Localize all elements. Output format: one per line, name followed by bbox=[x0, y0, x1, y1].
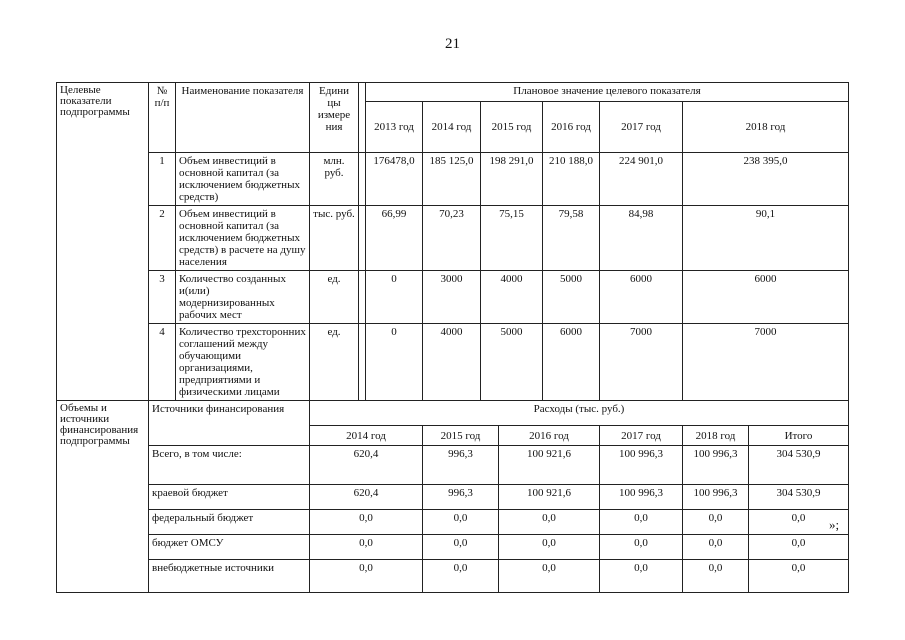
expense-value: 100 996,3 bbox=[683, 485, 749, 510]
sources-header: Источники финансирования bbox=[149, 401, 310, 446]
table-row bbox=[57, 510, 849, 535]
source-name: внебюджетные источники bbox=[149, 560, 310, 593]
col-unit-header: Едини цы измере ния bbox=[310, 83, 359, 153]
expense-value: 0,0 bbox=[683, 510, 749, 535]
expense-year-header: 2017 год bbox=[600, 426, 683, 446]
expense-value: 100 996,3 bbox=[683, 446, 749, 485]
expense-value: 100 921,6 bbox=[499, 446, 600, 485]
row-num: 3 bbox=[149, 271, 176, 324]
expense-value: 304 530,9 bbox=[749, 485, 849, 510]
row-value: 6000 bbox=[543, 324, 600, 401]
year-header-2015: 2015 год bbox=[481, 102, 543, 153]
year-header-2014: 2014 год bbox=[423, 102, 481, 153]
section1-label: Целевые показатели подпрограммы bbox=[57, 83, 149, 401]
row-unit: тыс. руб. bbox=[310, 206, 359, 271]
expense-value: 304 530,9 bbox=[749, 446, 849, 485]
subprogram-table bbox=[56, 82, 849, 593]
expense-year-header: 2015 год bbox=[423, 426, 499, 446]
expense-value: 0,0 bbox=[499, 560, 600, 593]
source-name: федеральный бюджет bbox=[149, 510, 310, 535]
row-indicator-name: Объем инвестиций в основной капитал (за исключением бюджетных средств) bbox=[176, 153, 310, 206]
section2-label: Объемы и источники финансирования подпрограммы bbox=[57, 401, 149, 593]
row-num: 2 bbox=[149, 206, 176, 271]
year-header-2016: 2016 год bbox=[543, 102, 600, 153]
row-value: 90,1 bbox=[683, 206, 849, 271]
row-value: 6000 bbox=[600, 271, 683, 324]
row-indicator-name: Количество трехсторонних соглашений между обучающими организациями, предприятиями и физическими лицами bbox=[176, 324, 310, 401]
row-spacer bbox=[359, 153, 366, 206]
row-value: 198 291,0 bbox=[481, 153, 543, 206]
header-spacer bbox=[359, 83, 366, 153]
expense-value: 0,0 bbox=[310, 535, 423, 560]
row-value: 7000 bbox=[683, 324, 849, 401]
row-spacer bbox=[359, 206, 366, 271]
expense-year-header: 2014 год bbox=[310, 426, 423, 446]
row-spacer bbox=[359, 271, 366, 324]
row-value: 0 bbox=[366, 271, 423, 324]
expense-value: 0,0 bbox=[310, 510, 423, 535]
row-value: 6000 bbox=[683, 271, 849, 324]
expense-value: 620,4 bbox=[310, 485, 423, 510]
expense-value: 100 996,3 bbox=[600, 485, 683, 510]
expense-value: 996,3 bbox=[423, 485, 499, 510]
year-header-2017: 2017 год bbox=[600, 102, 683, 153]
table-row bbox=[57, 153, 849, 206]
source-name: Всего, в том числе: bbox=[149, 446, 310, 485]
source-name: бюджет ОМСУ bbox=[149, 535, 310, 560]
expense-value: 0,0 bbox=[499, 535, 600, 560]
expense-value: 0,0 bbox=[749, 510, 849, 535]
row-unit: ед. bbox=[310, 324, 359, 401]
row-value: 185 125,0 bbox=[423, 153, 481, 206]
page-number: 21 bbox=[445, 36, 460, 52]
row-value: 0 bbox=[366, 324, 423, 401]
row-value: 5000 bbox=[543, 271, 600, 324]
row-value: 66,99 bbox=[366, 206, 423, 271]
row-value: 84,98 bbox=[600, 206, 683, 271]
row-value: 4000 bbox=[481, 271, 543, 324]
row-indicator-name: Объем инвестиций в основной капитал (за исключением бюджетных средств) в расчете на душу населения bbox=[176, 206, 310, 271]
closing-quote-mark: »; bbox=[829, 517, 840, 532]
expense-value: 0,0 bbox=[423, 535, 499, 560]
row-value: 7000 bbox=[600, 324, 683, 401]
table-row bbox=[57, 206, 849, 271]
row-value: 176478,0 bbox=[366, 153, 423, 206]
col-name-header: Наименование показателя bbox=[176, 83, 310, 153]
source-name: краевой бюджет bbox=[149, 485, 310, 510]
year-header-2013: 2013 год bbox=[366, 102, 423, 153]
expense-value: 0,0 bbox=[683, 560, 749, 593]
expense-value: 0,0 bbox=[310, 560, 423, 593]
row-unit: ед. bbox=[310, 271, 359, 324]
row-num: 1 bbox=[149, 153, 176, 206]
expense-year-header: 2016 год bbox=[499, 426, 600, 446]
expense-value: 0,0 bbox=[600, 510, 683, 535]
expense-value: 0,0 bbox=[600, 560, 683, 593]
expense-value: 0,0 bbox=[749, 535, 849, 560]
row-value: 4000 bbox=[423, 324, 481, 401]
row-spacer bbox=[359, 324, 366, 401]
row-value: 238 395,0 bbox=[683, 153, 849, 206]
col-num-header: № п/п bbox=[149, 83, 176, 153]
row-value: 5000 bbox=[481, 324, 543, 401]
expense-total-header: Итого bbox=[749, 426, 849, 446]
table-row bbox=[57, 324, 849, 401]
expense-value: 100 921,6 bbox=[499, 485, 600, 510]
row-value: 75,15 bbox=[481, 206, 543, 271]
table-row bbox=[57, 560, 849, 593]
expenses-header: Расходы (тыс. руб.) bbox=[310, 401, 849, 426]
row-unit: млн. руб. bbox=[310, 153, 359, 206]
expense-year-header: 2018 год bbox=[683, 426, 749, 446]
expense-value: 100 996,3 bbox=[600, 446, 683, 485]
expense-value: 0,0 bbox=[423, 560, 499, 593]
table-row bbox=[57, 271, 849, 324]
expense-value: 0,0 bbox=[423, 510, 499, 535]
expense-value: 0,0 bbox=[600, 535, 683, 560]
row-value: 224 901,0 bbox=[600, 153, 683, 206]
expense-value: 0,0 bbox=[749, 560, 849, 593]
expense-value: 996,3 bbox=[423, 446, 499, 485]
expense-value: 0,0 bbox=[683, 535, 749, 560]
row-value: 3000 bbox=[423, 271, 481, 324]
expense-value: 0,0 bbox=[499, 510, 600, 535]
row-value: 210 188,0 bbox=[543, 153, 600, 206]
planned-value-header: Плановое значение целевого показателя bbox=[366, 83, 849, 102]
table-row bbox=[57, 485, 849, 510]
expense-value: 620,4 bbox=[310, 446, 423, 485]
row-num: 4 bbox=[149, 324, 176, 401]
row-value: 70,23 bbox=[423, 206, 481, 271]
year-header-2018: 2018 год bbox=[683, 102, 849, 153]
table-row bbox=[57, 535, 849, 560]
row-indicator-name: Количество созданных и(или) модернизированных рабочих мест bbox=[176, 271, 310, 324]
row-value: 79,58 bbox=[543, 206, 600, 271]
table-row bbox=[57, 446, 849, 485]
